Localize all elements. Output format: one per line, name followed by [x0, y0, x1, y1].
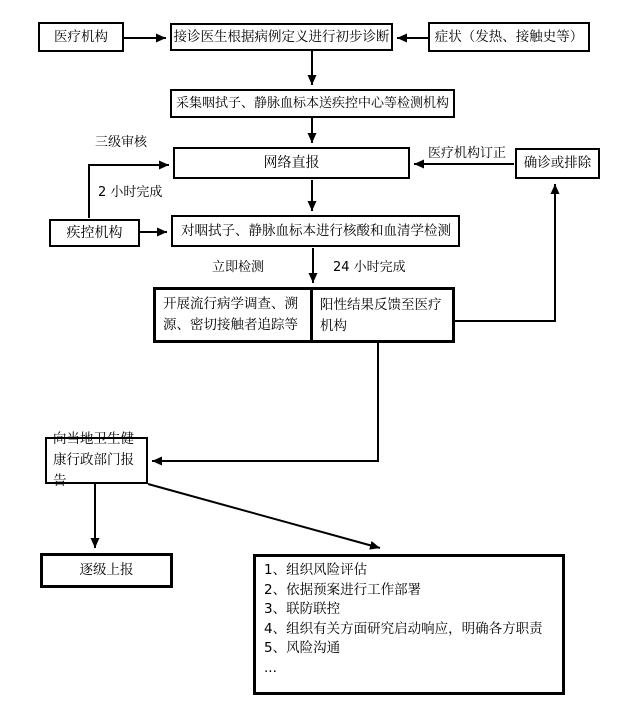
box-collect-samples: 采集咽拭子、静脉血标本送疾控中心等检测机构: [170, 89, 455, 118]
response-item: 3、联防联控: [264, 601, 341, 617]
box-cdc-agency: 疾控机构: [49, 219, 140, 247]
label-24-hours: 24 小时完成: [333, 260, 406, 275]
box-positive-feedback: 阳性结果反馈至医疗机构: [310, 287, 455, 343]
box-medical-institution: 医疗机构: [38, 22, 124, 52]
box-level-by-level-report: 逐级上报: [40, 553, 173, 588]
response-item: 2、依据预案进行工作部署: [264, 581, 422, 598]
box-response-actions: [253, 554, 565, 695]
box-report-health-dept: 向当地卫生健康行政部门报告: [45, 437, 148, 484]
label-three-level-review: 三级审核: [95, 135, 148, 150]
box-lab-testing: 对咽拭子、静脉血标本进行核酸和血清学检测: [171, 215, 460, 247]
response-item: ...: [264, 659, 277, 676]
arrow-feedback-to-confirm: [455, 184, 555, 321]
label-medical-correction: 医疗机构订正: [428, 146, 507, 161]
label-two-hours: 2 小时完成: [98, 185, 163, 200]
response-item: 4、组织有关方面研究启动响应，明确各方职责: [264, 620, 543, 637]
arrow-feedback-to-healthdept: [152, 343, 378, 461]
response-item: 5、风险沟通: [264, 640, 341, 656]
response-item: 1、组织风险评估: [264, 562, 368, 578]
box-network-report: 网络直报: [173, 147, 410, 179]
box-epi-investigation: 开展流行病学调查、溯源、密切接触者追踪等: [153, 287, 313, 343]
box-symptoms: 症状（发热、接触史等）: [428, 22, 590, 52]
label-immediate-test: 立即检测: [212, 260, 265, 275]
box-confirm-exclude: 确诊或排除: [515, 148, 600, 179]
box-initial-diagnosis: 接诊医生根据病例定义进行初步诊断: [170, 23, 393, 51]
arrow-healthdept-to-response: [148, 484, 380, 548]
